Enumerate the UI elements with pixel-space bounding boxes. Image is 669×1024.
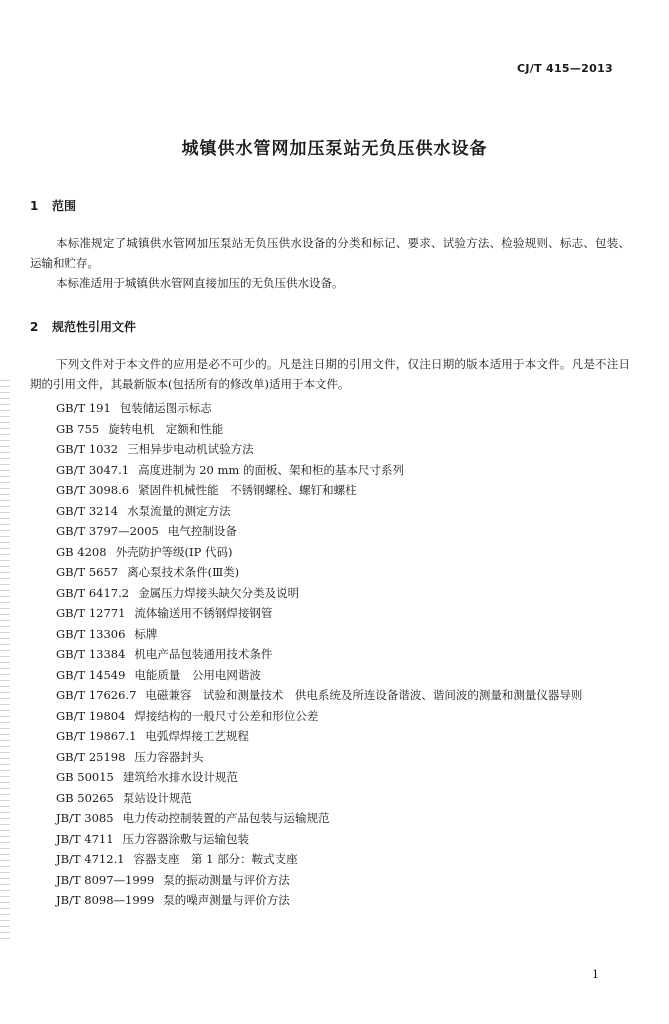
reference-title: 机电产品包装通用技术条件	[134, 647, 273, 661]
reference-title: 泵站设计规范	[122, 790, 192, 805]
reference-code: GB/T 6417.2	[56, 585, 130, 600]
section-1-paragraph-2: 本标准适用于城镇供水管网直接加压的无负压供水设备。	[56, 276, 344, 290]
reference-title: 容器支座 第 1 部分：鞍式支座	[133, 852, 298, 866]
reference-item	[30, 870, 630, 891]
reference-title: 流体输送用不锈钢焊接钢管	[134, 606, 273, 620]
reference-title: 旋转电机 定额和性能	[108, 421, 224, 436]
reference-item	[30, 419, 630, 440]
reference-code: GB/T 3047.1	[56, 462, 130, 477]
reference-code: GB 4208	[56, 544, 107, 559]
reference-title: 水泵流量的测定方法	[127, 503, 231, 518]
reference-item	[30, 624, 630, 645]
reference-code: GB 50265	[56, 790, 114, 805]
reference-item	[30, 829, 630, 850]
reference-code: GB/T 25198	[56, 749, 126, 764]
reference-code: GB/T 14549	[56, 667, 126, 682]
reference-item	[30, 726, 630, 747]
document-title: 城镇供水管网加压泵站无负压供水设备	[181, 139, 488, 159]
page-number: 1	[592, 968, 599, 981]
reference-title: 金属压力焊接头缺欠分类及说明	[138, 585, 300, 600]
reference-title: 泵的振动测量与评价方法	[163, 872, 290, 887]
reference-code: GB/T 19867.1	[56, 729, 137, 743]
reference-title: 电磁兼容 试验和测量技术 供电系统及所连设备谐波、谐间波的测量和测量仪器导则	[145, 688, 583, 702]
reference-code: GB/T 191	[56, 401, 111, 415]
reference-code: GB/T 17626.7	[56, 688, 137, 702]
reference-item	[30, 398, 630, 419]
reference-code: JB/T 4712.1	[56, 852, 125, 866]
reference-title: 电能质量 公用电网谐波	[134, 667, 261, 682]
reference-code: JB/T 8098—1999	[56, 893, 155, 907]
reference-list	[30, 398, 630, 911]
reference-item	[30, 685, 630, 706]
section-2-number: 2	[30, 320, 39, 334]
standard-code: CJ/T 415—2013	[517, 62, 613, 75]
reference-title: 紧固件机械性能 不锈钢螺栓、螺钉和螺柱	[138, 483, 357, 497]
reference-title: 高度进制为 20 mm 的面板、架和柜的基本尺寸系列	[138, 462, 404, 477]
section-1-number: 1	[30, 199, 39, 213]
reference-title: 电气控制设备	[167, 524, 237, 538]
reference-title: 标牌	[134, 626, 158, 641]
reference-item	[30, 583, 630, 604]
reference-code: GB/T 13384	[56, 647, 126, 661]
reference-code: GB/T 5657	[56, 565, 119, 579]
reference-item	[30, 542, 630, 563]
reference-title: 压力容器封头	[134, 749, 204, 764]
reference-title: 外壳防护等级(IP 代码)	[115, 544, 233, 559]
reference-title: 泵的噪声测量与评价方法	[163, 893, 290, 907]
reference-item	[30, 644, 630, 665]
section-2-title: 规范性引用文件	[52, 320, 137, 334]
section-1-heading	[30, 197, 76, 214]
reference-code: JB/T 8097—1999	[56, 872, 155, 887]
reference-code: GB 50015	[56, 770, 114, 784]
reference-item	[30, 665, 630, 686]
reference-title: 焊接结构的一般尺寸公差和形位公差	[134, 708, 319, 723]
reference-title: 压力容器涂敷与运输包装	[122, 831, 250, 846]
reference-title: 建筑给水排水设计规范	[122, 770, 238, 784]
reference-item	[30, 460, 630, 481]
reference-code: JB/T 3085	[56, 811, 114, 825]
reference-item	[30, 808, 630, 829]
reference-title: 三相异步电动机试验方法	[127, 442, 254, 456]
reference-item	[30, 480, 630, 501]
reference-item	[30, 706, 630, 727]
reference-code: GB/T 12771	[56, 606, 126, 620]
reference-title: 离心泵技术条件(Ⅲ类)	[127, 565, 240, 579]
reference-code: GB/T 13306	[56, 626, 126, 641]
reference-item	[30, 890, 630, 911]
scan-edge-artifact	[0, 380, 10, 940]
section-1-title: 范围	[52, 199, 77, 213]
reference-item	[30, 439, 630, 460]
reference-title: 电力传动控制装置的产品包装与运输规范	[122, 811, 330, 825]
reference-item	[30, 521, 630, 542]
section-1-paragraph-1: 本标准规定了城镇供水管网加压泵站无负压供水设备的分类和标记、要求、试验方法、检验规则、标志、包装、运输和贮存。	[30, 236, 630, 270]
reference-item	[30, 849, 630, 870]
reference-title: 包装储运图示标志	[119, 401, 212, 415]
section-2-heading	[30, 318, 136, 335]
reference-item	[30, 767, 630, 788]
reference-code: GB 755	[56, 421, 100, 436]
reference-code: GB/T 3098.6	[56, 483, 130, 497]
reference-item	[30, 562, 630, 583]
reference-code: JB/T 4711	[56, 831, 114, 846]
reference-item	[30, 747, 630, 768]
reference-item	[30, 501, 630, 522]
reference-item	[30, 788, 630, 809]
reference-code: GB/T 3214	[56, 503, 119, 518]
section-2-intro: 下列文件对于本文件的应用是必不可少的。凡是注日期的引用文件，仅注日期的版本适用于本文件。凡是不注日期的引用文件，其最新版本(包括所有的修改单)适用于本文件。	[30, 357, 630, 391]
reference-code: GB/T 1032	[56, 442, 119, 456]
reference-code: GB/T 19804	[56, 708, 126, 723]
reference-item	[30, 603, 630, 624]
reference-title: 电弧焊焊接工艺规程	[145, 729, 249, 743]
reference-code: GB/T 3797—2005	[56, 524, 159, 538]
